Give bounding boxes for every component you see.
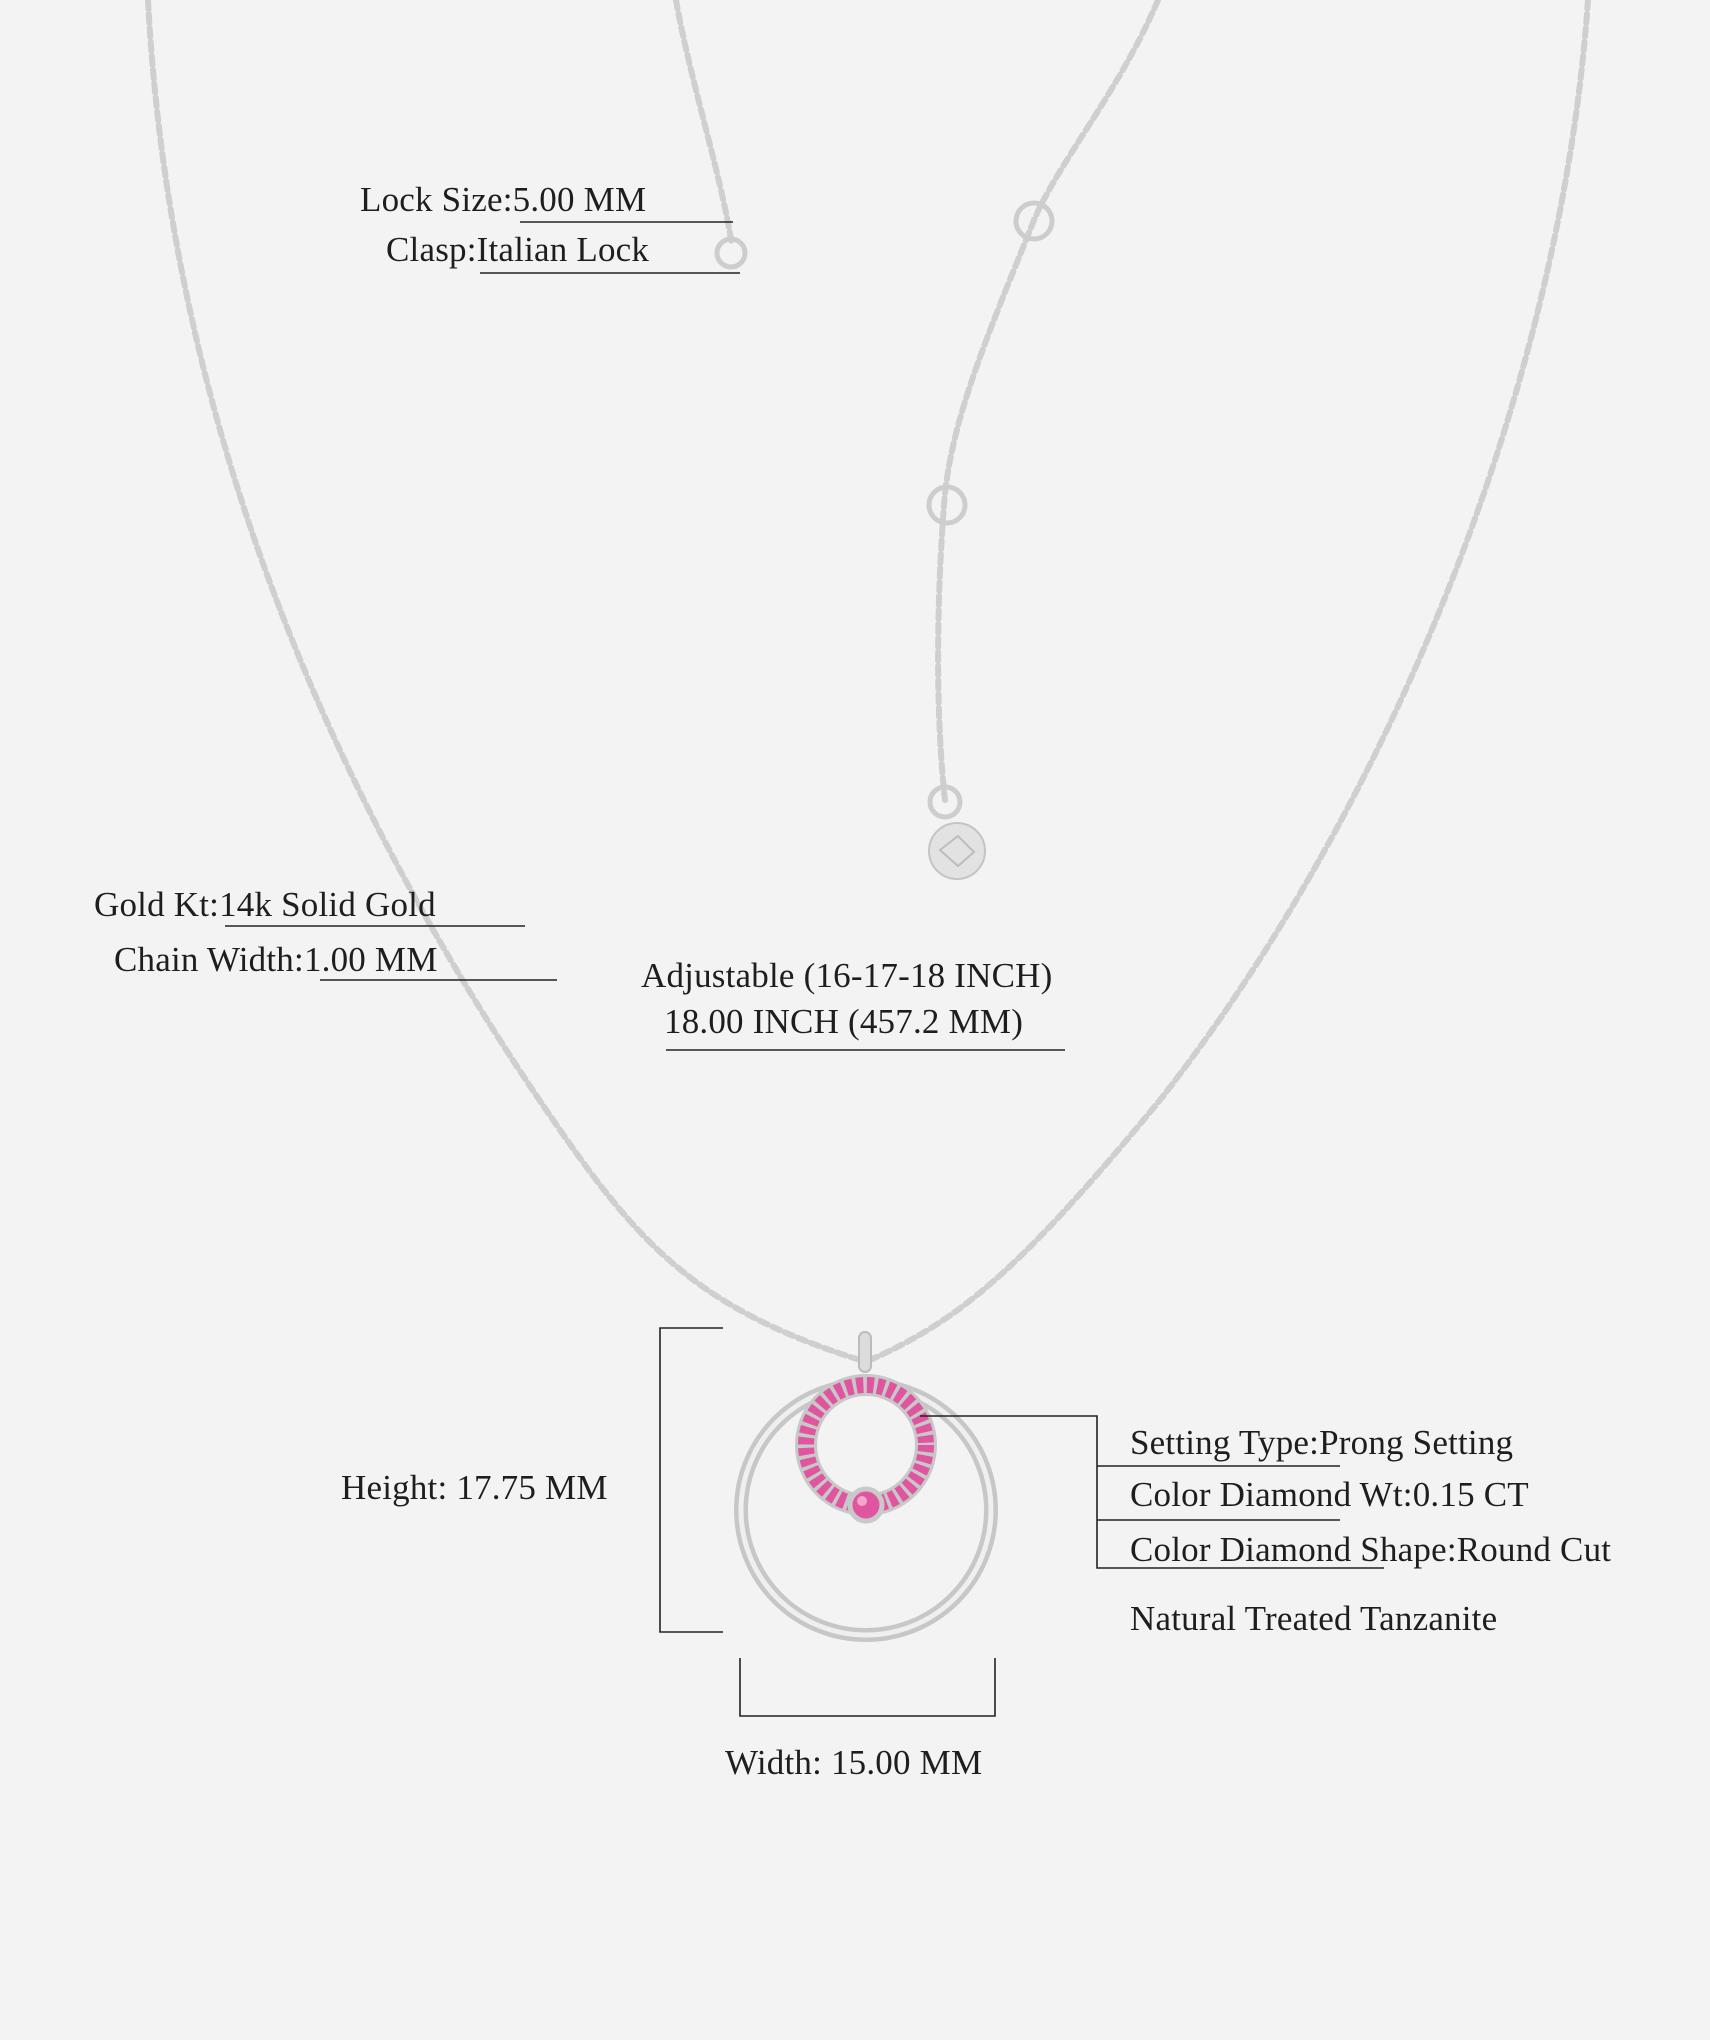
pendant-bail [859,1332,871,1372]
lock-size-key: Lock Size: [360,180,513,219]
clasp-label [386,230,649,270]
chain-width-value: 1.00 MM [303,940,438,979]
length-adjustable: Adjustable (16-17-18 INCH) [641,956,1053,995]
gold-kt-value: 14k Solid Gold [219,885,436,924]
chain-width-label [114,940,438,980]
color-diamond-shape-key: Color Diamond Shape: [1130,1530,1457,1569]
lock-size-value: 5.00 MM [512,180,647,219]
color-diamond-wt-label [1130,1475,1529,1515]
extender-chain [938,0,1158,800]
color-diamond-shape-label [1130,1530,1611,1570]
clasp-value: Italian Lock [476,230,650,269]
clasp-key: Clasp: [386,230,477,269]
setting-type-key: Setting Type: [1130,1423,1320,1462]
length-value: 18.00 INCH (457.2 MM) [664,1002,1024,1041]
setting-type-value: Prong Setting [1319,1423,1514,1462]
chain-right-strand [870,0,1588,1360]
color-diamond-wt-value: 0.15 CT [1412,1475,1529,1514]
width-label: Width: 15.00 MM [725,1743,983,1782]
gold-kt-label [94,885,436,925]
chain-width-key: Chain Width: [114,940,304,979]
center-gem [850,1489,882,1521]
color-diamond-wt-key: Color Diamond Wt: [1130,1475,1413,1514]
chain-clasp-segment [676,0,732,245]
extender-tag [929,823,985,879]
lock-size-label [360,180,646,220]
gemstone-label: Natural Treated Tanzanite [1130,1599,1498,1638]
setting-type-label [1130,1423,1513,1463]
gold-kt-key: Gold Kt: [94,885,220,924]
height-label: Height: 17.75 MM [341,1468,608,1507]
color-diamond-shape-value: Round Cut [1456,1530,1612,1569]
